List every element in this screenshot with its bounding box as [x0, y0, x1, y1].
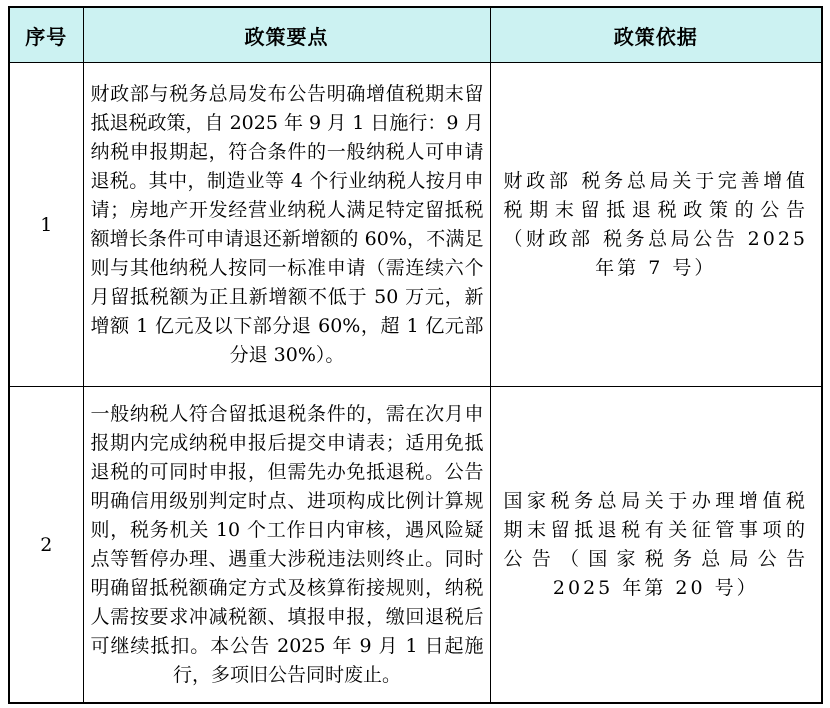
header-cell-serial: 序号: [9, 7, 83, 63]
policy-table: [8, 6, 823, 704]
policy-points-cell: 财政部与税务总局发布公告明确增值税期末留抵退税政策，自 2025 年 9 月 1 日施行：9 月纳税申报期起，符合条件的一般纳税人可申请退税。其中，制造业等 4 个行业纳税人按月申请；房地产开发经营业纳税人满足特定留抵税额增长条件可申请退还新增额的 60%，不满足则与其他纳税人按同一标准申请（需连续六个月留抵税额为正且新增额不低于 50 万元，新增额 1 亿元及以下部分退 60%，超 1 亿元部分退 30%）。: [83, 63, 490, 387]
serial-number-cell: 2: [9, 387, 83, 704]
header-cell-policy-basis: 政策依据: [490, 7, 822, 63]
policy-basis-cell: 国家税务总局关于办理增值税期末留抵退税有关征管事项的公告（国家税务总局公告 2025 年第 20 号）: [490, 387, 822, 704]
policy-points-cell: 一般纳税人符合留抵退税条件的，需在次月申报期内完成纳税申报后提交申请表；适用免抵退税的可同时申报，但需先办免抵退税。公告明确信用级别判定时点、进项构成比例计算规则，税务机关 10 个工作日内审核，遇风险疑点等暂停办理、遇重大涉税违法则终止。同时明确留抵税额确定方式及核算衔接规则，纳税人需按要求冲减税额、填报申报，缴回退税后可继续抵扣。本公告 2025 年 9 月 1 日起施行，多项旧公告同时废止。: [83, 387, 490, 704]
table-row: [9, 387, 822, 704]
policy-basis-cell: 财政部 税务总局关于完善增值税期末留抵退税政策的公告（财政部 税务总局公告 2025 年第 7 号）: [490, 63, 822, 387]
header-cell-policy-points: 政策要点: [83, 7, 490, 63]
table-row: [9, 63, 822, 387]
table-header-row: [9, 7, 822, 63]
serial-number-cell: 1: [9, 63, 83, 387]
